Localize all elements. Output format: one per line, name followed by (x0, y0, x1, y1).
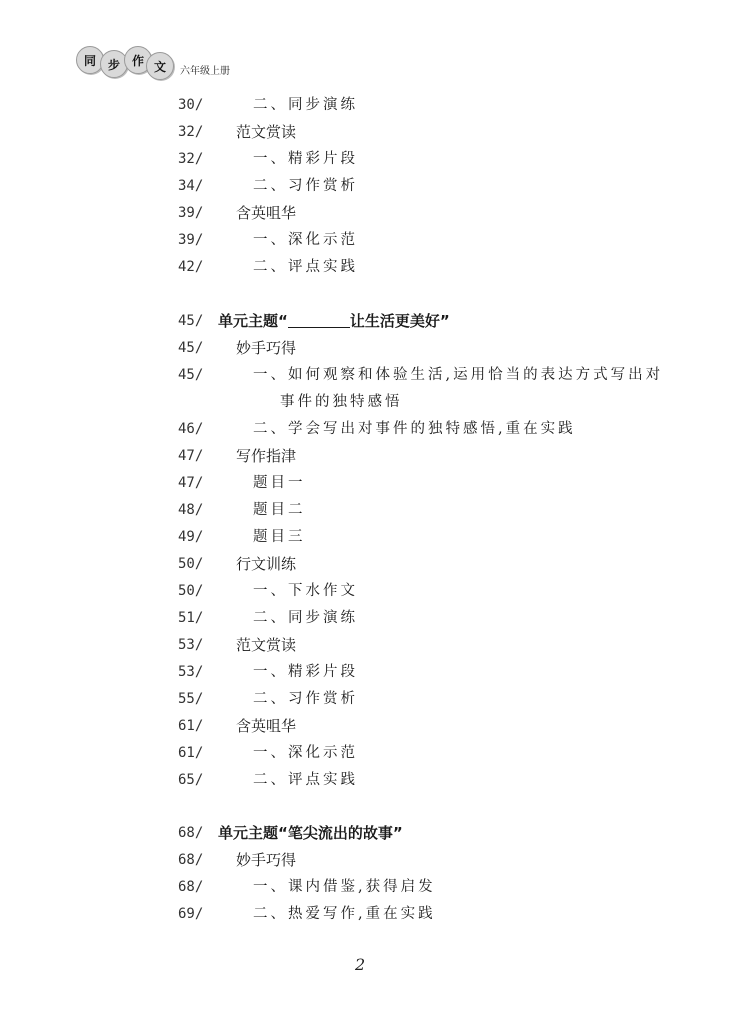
toc-title: 一、深化示范 (253, 745, 358, 761)
toc-title: 题目二 (253, 502, 306, 518)
toc-page: 68/ (178, 879, 204, 895)
unit-title-suffix: 让生活更美好” (349, 312, 450, 330)
toc-page: 34/ (178, 178, 204, 194)
toc-title: 含英咀华 (236, 717, 297, 735)
toc-title: 二、同步演练 (253, 97, 358, 113)
toc-page: 48/ (178, 502, 204, 518)
toc-title: 一、如何观察和体验生活,运用恰当的表达方式写出对 (253, 367, 664, 383)
toc-title: 二、同步演练 (253, 610, 358, 626)
title-badge: 同 (76, 46, 104, 74)
toc-title: 题目一 (253, 475, 306, 491)
toc-page: 45/ (178, 313, 204, 329)
toc-title: 二、热爱写作,重在实践 (253, 906, 436, 922)
toc-title: 二、学会写出对事件的独特感悟,重在实践 (253, 421, 576, 437)
toc-title: 二、习作赏析 (253, 178, 358, 194)
unit-title-prefix: 单元主题“ (218, 312, 288, 330)
toc-title: 一、课内借鉴,获得启发 (253, 879, 436, 895)
toc-title: 范文赏读 (236, 123, 297, 141)
toc-title: 一、精彩片段 (253, 151, 358, 167)
toc-title: 题目三 (253, 529, 306, 545)
toc-page: 55/ (178, 691, 204, 707)
toc-page: 65/ (178, 772, 204, 788)
toc-title: 二、评点实践 (253, 772, 358, 788)
toc-title: 写作指津 (236, 447, 297, 465)
title-badge: 步 (100, 50, 128, 78)
toc-title: 事件的独特感悟 (280, 394, 403, 410)
toc-page: 50/ (178, 556, 204, 572)
toc-page: 32/ (178, 151, 204, 167)
toc-page: 45/ (178, 367, 204, 383)
toc-page: 39/ (178, 232, 204, 248)
toc-title: 一、深化示范 (253, 232, 358, 248)
toc-page: 53/ (178, 637, 204, 653)
toc-unit-title (218, 308, 450, 334)
toc-page: 46/ (178, 421, 204, 437)
book-header (66, 40, 266, 80)
toc-title: 二、评点实践 (253, 259, 358, 275)
toc-page: 50/ (178, 583, 204, 599)
toc-page: 45/ (178, 340, 204, 356)
toc-title: 行文训练 (236, 555, 297, 573)
title-badge: 作 (124, 46, 152, 74)
toc-page: 61/ (178, 745, 204, 761)
toc-title: 一、精彩片段 (253, 664, 358, 680)
toc-title: 范文赏读 (236, 636, 297, 654)
toc-page: 30/ (178, 97, 204, 113)
toc-page: 47/ (178, 475, 204, 491)
toc-page: 51/ (178, 610, 204, 626)
toc-page: 53/ (178, 664, 204, 680)
toc-page: 69/ (178, 906, 204, 922)
grade-label: 六年级上册 (180, 66, 230, 77)
toc-title: 含英咀华 (236, 204, 297, 222)
toc-page: 42/ (178, 259, 204, 275)
toc-page: 39/ (178, 205, 204, 221)
toc-title: 妙手巧得 (236, 851, 297, 869)
toc-page: 47/ (178, 448, 204, 464)
toc-unit-title: 单元主题“笔尖流出的故事” (218, 824, 403, 842)
toc-page: 49/ (178, 529, 204, 545)
toc-page: 61/ (178, 718, 204, 734)
toc-title: 妙手巧得 (236, 339, 297, 357)
page-number: 2 (355, 955, 366, 974)
toc-page: 68/ (178, 852, 204, 868)
toc-title: 二、习作赏析 (253, 691, 358, 707)
fill-blank (288, 311, 350, 328)
toc-page: 32/ (178, 124, 204, 140)
toc-title: 一、下水作文 (253, 583, 358, 599)
title-badge: 文 (146, 52, 174, 80)
toc-page: 68/ (178, 825, 204, 841)
